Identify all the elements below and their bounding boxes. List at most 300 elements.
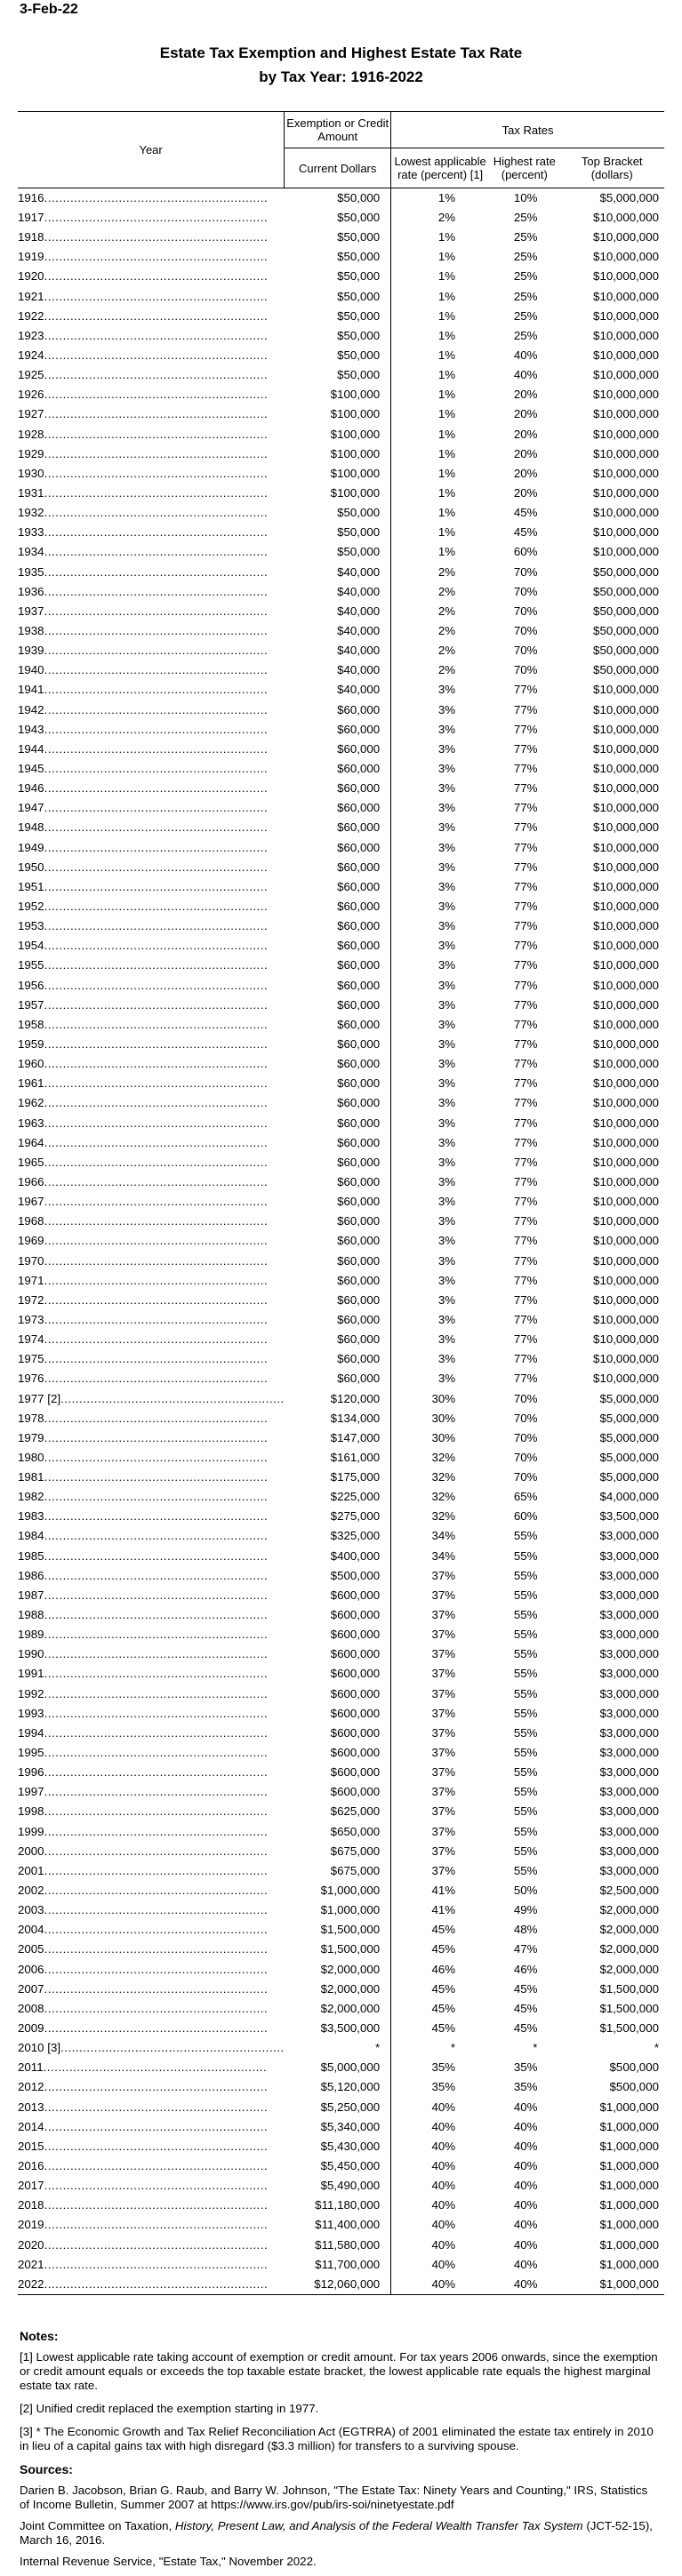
year-cell bbox=[18, 346, 285, 365]
year-cell bbox=[18, 1684, 285, 1704]
year-label: 1984 bbox=[18, 1529, 44, 1543]
table-row bbox=[18, 1644, 664, 1664]
year-label: 2010 [3] bbox=[18, 2041, 61, 2055]
year-label: 1968 bbox=[18, 1214, 44, 1228]
top-bracket-cell: $10,000,000 bbox=[593, 958, 659, 972]
exemption-amount-cell: $5,000,000 bbox=[285, 2058, 391, 2077]
highest-rate-cell: 45% bbox=[513, 525, 538, 540]
highest-rate-cell: 55% bbox=[513, 1667, 538, 1681]
lowest-rate-cell: 3% bbox=[437, 820, 456, 835]
lowest-rate-cell: 37% bbox=[431, 1686, 456, 1700]
exemption-amount-cell: $60,000 bbox=[285, 897, 391, 916]
year-cell bbox=[18, 464, 285, 484]
year-label: 1970 bbox=[18, 1253, 44, 1268]
exemption-amount-cell: $60,000 bbox=[285, 956, 391, 975]
exemption-amount-cell: $600,000 bbox=[285, 1684, 391, 1704]
lowest-rate-cell: 3% bbox=[437, 899, 456, 913]
top-bracket-cell: $5,000,000 bbox=[599, 1391, 659, 1405]
year-cell bbox=[18, 1547, 285, 1566]
top-bracket-cell: $10,000,000 bbox=[593, 1195, 659, 1209]
leader-dots: ............................................................ bbox=[44, 1174, 269, 1188]
top-bracket-cell: $2,000,000 bbox=[599, 1942, 659, 1956]
leader-dots: ............................................................ bbox=[44, 1804, 269, 1819]
exemption-amount-cell: $2,000,000 bbox=[285, 1999, 391, 2019]
top-bracket-cell: $10,000,000 bbox=[593, 427, 659, 441]
year-label: 2020 bbox=[18, 2237, 44, 2252]
year-label: 1930 bbox=[18, 466, 44, 480]
table-row bbox=[18, 542, 664, 562]
lowest-rate-cell: 1% bbox=[437, 407, 456, 421]
year-cell bbox=[18, 542, 285, 562]
exemption-amount-cell: $50,000 bbox=[285, 326, 391, 346]
year-label: 2014 bbox=[18, 2119, 44, 2133]
year-label: 1976 bbox=[18, 1372, 44, 1386]
exemption-amount-cell: $650,000 bbox=[285, 1822, 391, 1842]
year-cell bbox=[18, 1212, 285, 1231]
year-cell bbox=[18, 2176, 285, 2196]
top-bracket-cell: $50,000,000 bbox=[593, 604, 659, 618]
year-label: 2009 bbox=[18, 2021, 44, 2035]
lowest-rate-cell: 3% bbox=[437, 1372, 456, 1386]
leader-dots: ............................................................ bbox=[44, 1332, 269, 1347]
year-cell bbox=[18, 1054, 285, 1074]
year-label: 1928 bbox=[18, 427, 44, 441]
exemption-amount-cell: $40,000 bbox=[285, 680, 391, 700]
table-row bbox=[18, 1724, 664, 1743]
top-bracket-cell: $10,000,000 bbox=[593, 722, 659, 736]
year-cell bbox=[18, 1900, 285, 1920]
highest-rate-cell: 25% bbox=[513, 269, 538, 284]
leader-dots: ............................................................ bbox=[44, 1135, 269, 1149]
year-cell bbox=[18, 2196, 285, 2215]
year-cell bbox=[18, 660, 285, 680]
top-bracket-cell: $2,000,000 bbox=[599, 1903, 659, 1917]
table-row bbox=[18, 2038, 664, 2058]
highest-rate-cell: 77% bbox=[513, 1332, 538, 1347]
year-cell bbox=[18, 1093, 285, 1113]
lowest-rate-cell: 3% bbox=[437, 860, 456, 874]
lowest-rate-cell: 2% bbox=[437, 663, 456, 677]
table-row bbox=[18, 1743, 664, 1763]
highest-rate-cell: 55% bbox=[513, 1686, 538, 1700]
year-cell bbox=[18, 720, 285, 740]
year-cell bbox=[18, 838, 285, 858]
top-bracket-cell: $2,500,000 bbox=[599, 1884, 659, 1898]
table-row bbox=[18, 1113, 664, 1132]
leader-dots: ............................................................ bbox=[44, 1923, 269, 1937]
leader-dots: ............................................................ bbox=[44, 1036, 269, 1051]
highest-rate-cell: 70% bbox=[513, 1391, 538, 1405]
top-bracket-cell: $10,000,000 bbox=[593, 348, 659, 363]
top-bracket-cell: $50,000,000 bbox=[593, 663, 659, 677]
year-cell bbox=[18, 2038, 285, 2058]
year-label: 1982 bbox=[18, 1490, 44, 1504]
table-row bbox=[18, 1526, 664, 1546]
exemption-amount-cell: $60,000 bbox=[285, 1153, 391, 1172]
leader-dots: ............................................................ bbox=[44, 2021, 269, 2035]
exemption-amount-cell: $50,000 bbox=[285, 307, 391, 326]
leader-dots: ............................................................ bbox=[44, 506, 269, 520]
top-bracket-cell: $10,000,000 bbox=[593, 525, 659, 540]
top-bracket-cell: $5,000,000 bbox=[599, 191, 659, 204]
lowest-rate-cell: 37% bbox=[431, 1568, 456, 1582]
exemption-amount-cell: $5,250,000 bbox=[285, 2098, 391, 2117]
year-label: 1997 bbox=[18, 1785, 44, 1799]
exemption-amount-cell: $40,000 bbox=[285, 602, 391, 621]
year-label: 1961 bbox=[18, 1076, 44, 1091]
year-label: 1919 bbox=[18, 250, 44, 264]
table-row bbox=[18, 1133, 664, 1153]
leader-dots: ............................................................ bbox=[44, 211, 269, 225]
exemption-amount-cell: $50,000 bbox=[285, 365, 391, 385]
highest-rate-cell: 77% bbox=[513, 722, 538, 736]
leader-dots: ............................................................ bbox=[44, 269, 269, 284]
exemption-amount-cell: $675,000 bbox=[285, 1861, 391, 1881]
year-cell bbox=[18, 484, 285, 503]
leader-dots: ............................................................ bbox=[44, 663, 269, 677]
highest-rate-cell: 70% bbox=[513, 1430, 538, 1444]
leader-dots: ............................................................ bbox=[44, 801, 269, 815]
year-cell bbox=[18, 1782, 285, 1802]
lowest-rate-cell: 3% bbox=[437, 939, 456, 953]
top-bracket-cell: $5,000,000 bbox=[599, 1450, 659, 1464]
top-bracket-cell: $10,000,000 bbox=[593, 1372, 659, 1386]
table-row bbox=[18, 720, 664, 740]
exemption-amount-cell: $40,000 bbox=[285, 641, 391, 660]
highest-rate-cell: 55% bbox=[513, 1804, 538, 1819]
year-cell bbox=[18, 759, 285, 779]
top-bracket-cell: $3,000,000 bbox=[599, 1804, 659, 1819]
top-bracket-cell: $10,000,000 bbox=[593, 1155, 659, 1169]
lowest-rate-cell: 3% bbox=[437, 1036, 456, 1051]
source-2-suffix: (JCT-52-15), March 16, 2016. bbox=[20, 2519, 653, 2547]
lowest-rate-cell: 40% bbox=[431, 2119, 456, 2133]
year-cell bbox=[18, 2235, 285, 2254]
highest-rate-cell: 70% bbox=[513, 624, 538, 638]
year-cell bbox=[18, 2275, 285, 2294]
year-label: 1925 bbox=[18, 368, 44, 382]
leader-dots: ............................................................ bbox=[44, 1942, 269, 1956]
leader-dots: ............................................................ bbox=[44, 1155, 269, 1169]
highest-rate-cell: 77% bbox=[513, 840, 538, 854]
table-row bbox=[18, 326, 664, 346]
year-label: 2016 bbox=[18, 2158, 44, 2172]
leader-dots: ............................................................ bbox=[44, 722, 269, 736]
top-bracket-cell: $10,000,000 bbox=[593, 1096, 659, 1110]
exemption-amount-cell: $11,180,000 bbox=[285, 2196, 391, 2215]
exemption-amount-cell: $60,000 bbox=[285, 858, 391, 877]
year-label: 1916 bbox=[18, 191, 44, 204]
exemption-amount-cell: $50,000 bbox=[285, 208, 391, 228]
highest-rate-cell: 77% bbox=[513, 1174, 538, 1188]
top-bracket-cell: $50,000,000 bbox=[593, 584, 659, 598]
lowest-rate-cell: 37% bbox=[431, 1765, 456, 1780]
year-cell bbox=[18, 425, 285, 444]
top-bracket-cell: $10,000,000 bbox=[593, 840, 659, 854]
source-2-title: History, Present Law, and Analysis of the Federal Wealth Transfer Tax System bbox=[174, 2519, 583, 2532]
exemption-amount-cell: $5,490,000 bbox=[285, 2176, 391, 2196]
highest-rate-cell: 77% bbox=[513, 1372, 538, 1386]
leader-dots: ............................................................ bbox=[44, 899, 269, 913]
top-bracket-cell: $1,000,000 bbox=[599, 2237, 659, 2252]
year-cell bbox=[18, 1468, 285, 1487]
top-bracket-cell: $10,000,000 bbox=[593, 1253, 659, 1268]
exemption-amount-cell: $50,000 bbox=[285, 287, 391, 307]
lowest-rate-cell: 40% bbox=[431, 2218, 456, 2232]
top-bracket-cell: $1,000,000 bbox=[599, 2198, 659, 2212]
table-row bbox=[18, 2196, 664, 2215]
top-bracket-cell: $10,000,000 bbox=[593, 781, 659, 796]
exemption-amount-cell: $1,000,000 bbox=[285, 1881, 391, 1900]
year-label: 1963 bbox=[18, 1116, 44, 1130]
lowest-rate-cell: 3% bbox=[437, 1155, 456, 1169]
lowest-rate-cell: 1% bbox=[437, 230, 456, 244]
table-row bbox=[18, 1625, 664, 1644]
year-cell bbox=[18, 444, 285, 464]
exemption-amount-cell: $60,000 bbox=[285, 740, 391, 759]
top-bracket-cell: $1,000,000 bbox=[599, 2218, 659, 2232]
highest-rate-cell: 55% bbox=[513, 1647, 538, 1661]
top-bracket-cell: $3,000,000 bbox=[599, 1548, 659, 1563]
highest-rate-cell: 70% bbox=[513, 1470, 538, 1484]
notes-section bbox=[20, 2329, 660, 2576]
highest-rate-cell: 40% bbox=[513, 2119, 538, 2133]
year-label: 1969 bbox=[18, 1234, 44, 1248]
highest-rate-cell: 40% bbox=[513, 2179, 538, 2193]
lowest-rate-cell: 40% bbox=[431, 2257, 456, 2271]
table-row bbox=[18, 877, 664, 897]
lowest-rate-cell: 34% bbox=[431, 1548, 456, 1563]
year-cell bbox=[18, 956, 285, 975]
exemption-amount-cell: $50,000 bbox=[285, 503, 391, 523]
highest-rate-cell: 77% bbox=[513, 879, 538, 893]
year-cell bbox=[18, 2156, 285, 2176]
lowest-rate-cell: 1% bbox=[437, 427, 456, 441]
highest-rate-cell: 25% bbox=[513, 230, 538, 244]
highest-rate-cell: 70% bbox=[513, 663, 538, 677]
table-row bbox=[18, 779, 664, 798]
year-cell bbox=[18, 2019, 285, 2038]
year-label: 1921 bbox=[18, 289, 44, 303]
table-row bbox=[18, 2058, 664, 2077]
leader-dots: ............................................................ bbox=[44, 1588, 269, 1602]
exemption-amount-cell: $3,500,000 bbox=[285, 2019, 391, 2038]
year-label: 1941 bbox=[18, 683, 44, 697]
exemption-amount-cell: $60,000 bbox=[285, 1074, 391, 1093]
lowest-rate-cell: 2% bbox=[437, 644, 456, 658]
table-row bbox=[18, 680, 664, 700]
lowest-rate-cell: 3% bbox=[437, 1174, 456, 1188]
lowest-rate-cell: 37% bbox=[431, 1706, 456, 1720]
leader-dots: ............................................................ bbox=[44, 1116, 269, 1130]
year-label: 2005 bbox=[18, 1942, 44, 1956]
leader-dots: ............................................................ bbox=[44, 1529, 269, 1543]
highest-rate-cell: 70% bbox=[513, 604, 538, 618]
leader-dots: ............................................................ bbox=[44, 1746, 269, 1760]
table-row bbox=[18, 1172, 664, 1192]
year-label: 1940 bbox=[18, 663, 44, 677]
year-label: 1936 bbox=[18, 584, 44, 598]
exemption-amount-cell: $600,000 bbox=[285, 1644, 391, 1664]
lowest-rate-cell: 3% bbox=[437, 958, 456, 972]
note-2: [2] Unified credit replaced the exemption starting in 1977. bbox=[20, 2402, 319, 2415]
exemption-amount-cell: $60,000 bbox=[285, 916, 391, 936]
lowest-rate-cell: 32% bbox=[431, 1509, 456, 1524]
exemption-amount-cell: $60,000 bbox=[285, 1251, 391, 1270]
year-cell bbox=[18, 563, 285, 582]
year-cell bbox=[18, 1861, 285, 1881]
leader-dots: ............................................................ bbox=[44, 939, 269, 953]
note-1: [1] Lowest applicable rate taking account of exemption or credit amount. For tax years 2006 onwards, since the exemption or credit amount equals or exceeds the top taxable estate bracket, the lowest applicable rate equals the highest marginal estate tax rate. bbox=[20, 2350, 658, 2392]
top-bracket-cell: $10,000,000 bbox=[593, 506, 659, 520]
table-row bbox=[18, 740, 664, 759]
exemption-amount-cell: $60,000 bbox=[285, 1015, 391, 1035]
top-bracket-cell: $10,000,000 bbox=[593, 407, 659, 421]
year-cell bbox=[18, 365, 285, 385]
table-row bbox=[18, 1349, 664, 1369]
year-cell bbox=[18, 1172, 285, 1192]
lowest-rate-cell: 1% bbox=[437, 269, 456, 284]
table-row bbox=[18, 1015, 664, 1035]
year-cell bbox=[18, 326, 285, 346]
leader-dots: ............................................................ bbox=[44, 860, 269, 874]
year-cell bbox=[18, 1251, 285, 1270]
table-row bbox=[18, 1763, 664, 1782]
table-row bbox=[18, 602, 664, 621]
top-bracket-cell: $10,000,000 bbox=[593, 1036, 659, 1051]
highest-rate-cell: 77% bbox=[513, 1214, 538, 1228]
highest-rate-cell: 77% bbox=[513, 820, 538, 835]
table-row bbox=[18, 1802, 664, 1821]
lowest-rate-cell: 46% bbox=[431, 1962, 456, 1976]
leader-dots: ............................................................ bbox=[44, 1863, 269, 1877]
leader-dots: ............................................................ bbox=[44, 2001, 269, 2015]
exemption-amount-cell: $60,000 bbox=[285, 996, 391, 1015]
year-label: 1920 bbox=[18, 269, 44, 284]
year-label: 1960 bbox=[18, 1057, 44, 1071]
year-label: 1937 bbox=[18, 604, 44, 618]
year-label: 1934 bbox=[18, 545, 44, 559]
highest-rate-cell: 40% bbox=[513, 2276, 538, 2291]
leader-dots: ............................................................ bbox=[44, 1411, 269, 1425]
table-row bbox=[18, 2019, 664, 2038]
lowest-rate-cell: 3% bbox=[437, 1253, 456, 1268]
top-bracket-cell: $10,000,000 bbox=[593, 683, 659, 697]
leader-dots: ............................................................ bbox=[44, 1273, 269, 1287]
table-row bbox=[18, 936, 664, 956]
year-label: 1922 bbox=[18, 308, 44, 323]
lowest-rate-cell: 3% bbox=[437, 879, 456, 893]
year-cell bbox=[18, 1153, 285, 1172]
table-row bbox=[18, 660, 664, 680]
lowest-rate-cell: 1% bbox=[437, 545, 456, 559]
leader-dots: ............................................................ bbox=[44, 486, 269, 500]
exemption-amount-cell: $60,000 bbox=[285, 1369, 391, 1388]
exemption-amount-cell: $100,000 bbox=[285, 385, 391, 404]
lowest-rate-cell: 40% bbox=[431, 2237, 456, 2252]
table-row bbox=[18, 228, 664, 247]
header-highest-rate: Highest rate (percent) bbox=[489, 148, 559, 188]
table-row bbox=[18, 641, 664, 660]
table-row bbox=[18, 1468, 664, 1487]
table-row bbox=[18, 188, 664, 209]
leader-dots: ............................................................ bbox=[44, 702, 269, 716]
table-row bbox=[18, 1900, 664, 1920]
top-bracket-cell: $10,000,000 bbox=[593, 939, 659, 953]
exemption-amount-cell: $675,000 bbox=[285, 1842, 391, 1861]
year-cell bbox=[18, 1802, 285, 1821]
table-row bbox=[18, 1291, 664, 1310]
lowest-rate-cell: 37% bbox=[431, 1804, 456, 1819]
leader-dots: ............................................................ bbox=[44, 1234, 269, 1248]
top-bracket-cell: $10,000,000 bbox=[593, 545, 659, 559]
leader-dots: ............................................................ bbox=[44, 407, 269, 421]
lowest-rate-cell: 1% bbox=[437, 328, 456, 342]
year-cell bbox=[18, 621, 285, 641]
top-bracket-cell: $3,000,000 bbox=[599, 1746, 659, 1760]
year-cell bbox=[18, 740, 285, 759]
year-label: 1932 bbox=[18, 506, 44, 520]
top-bracket-cell: $10,000,000 bbox=[593, 308, 659, 323]
highest-rate-cell: 77% bbox=[513, 1096, 538, 1110]
highest-rate-cell: 60% bbox=[513, 1509, 538, 1524]
leader-dots: ............................................................ bbox=[44, 466, 269, 480]
lowest-rate-cell: 3% bbox=[437, 1312, 456, 1326]
table-row bbox=[18, 1940, 664, 1959]
highest-rate-cell: 45% bbox=[513, 1981, 538, 1996]
lowest-rate-cell: 37% bbox=[431, 1667, 456, 1681]
highest-rate-cell: 25% bbox=[513, 308, 538, 323]
top-bracket-cell: $10,000,000 bbox=[593, 230, 659, 244]
leader-dots: ............................................................ bbox=[44, 2080, 269, 2094]
top-bracket-cell: $2,000,000 bbox=[599, 1962, 659, 1976]
lowest-rate-cell: 41% bbox=[431, 1903, 456, 1917]
leader-dots: ............................................................ bbox=[44, 879, 269, 893]
table-row bbox=[18, 346, 664, 365]
lowest-rate-cell: 2% bbox=[437, 624, 456, 638]
year-cell bbox=[18, 1999, 285, 2019]
year-cell bbox=[18, 2058, 285, 2077]
lowest-rate-cell: 3% bbox=[437, 1116, 456, 1130]
lowest-rate-cell: 3% bbox=[437, 762, 456, 775]
top-bracket-cell: $10,000,000 bbox=[593, 1057, 659, 1071]
exemption-amount-cell: $625,000 bbox=[285, 1802, 391, 1821]
exemption-amount-cell: $60,000 bbox=[285, 1172, 391, 1192]
year-cell bbox=[18, 1664, 285, 1684]
highest-rate-cell: 25% bbox=[513, 289, 538, 303]
top-bracket-cell: $10,000,000 bbox=[593, 289, 659, 303]
table-row bbox=[18, 2255, 664, 2275]
header-top-bracket: Top Bracket (dollars) bbox=[559, 148, 664, 188]
top-bracket-cell: $10,000,000 bbox=[593, 250, 659, 264]
table-row bbox=[18, 798, 664, 818]
top-bracket-cell: $3,000,000 bbox=[599, 1686, 659, 1700]
lowest-rate-cell: 2% bbox=[437, 211, 456, 225]
highest-rate-cell: 40% bbox=[513, 368, 538, 382]
year-cell bbox=[18, 1192, 285, 1212]
leader-dots: ............................................................ bbox=[44, 1076, 269, 1091]
lowest-rate-cell: 37% bbox=[431, 1725, 456, 1740]
top-bracket-cell: $10,000,000 bbox=[593, 741, 659, 756]
table-row bbox=[18, 425, 664, 444]
lowest-rate-cell: 40% bbox=[431, 2100, 456, 2114]
highest-rate-cell: 49% bbox=[513, 1903, 538, 1917]
top-bracket-cell: $50,000,000 bbox=[593, 644, 659, 658]
highest-rate-cell: 77% bbox=[513, 958, 538, 972]
lowest-rate-cell: 37% bbox=[431, 1844, 456, 1858]
table-row bbox=[18, 621, 664, 641]
highest-rate-cell: 77% bbox=[513, 1057, 538, 1071]
